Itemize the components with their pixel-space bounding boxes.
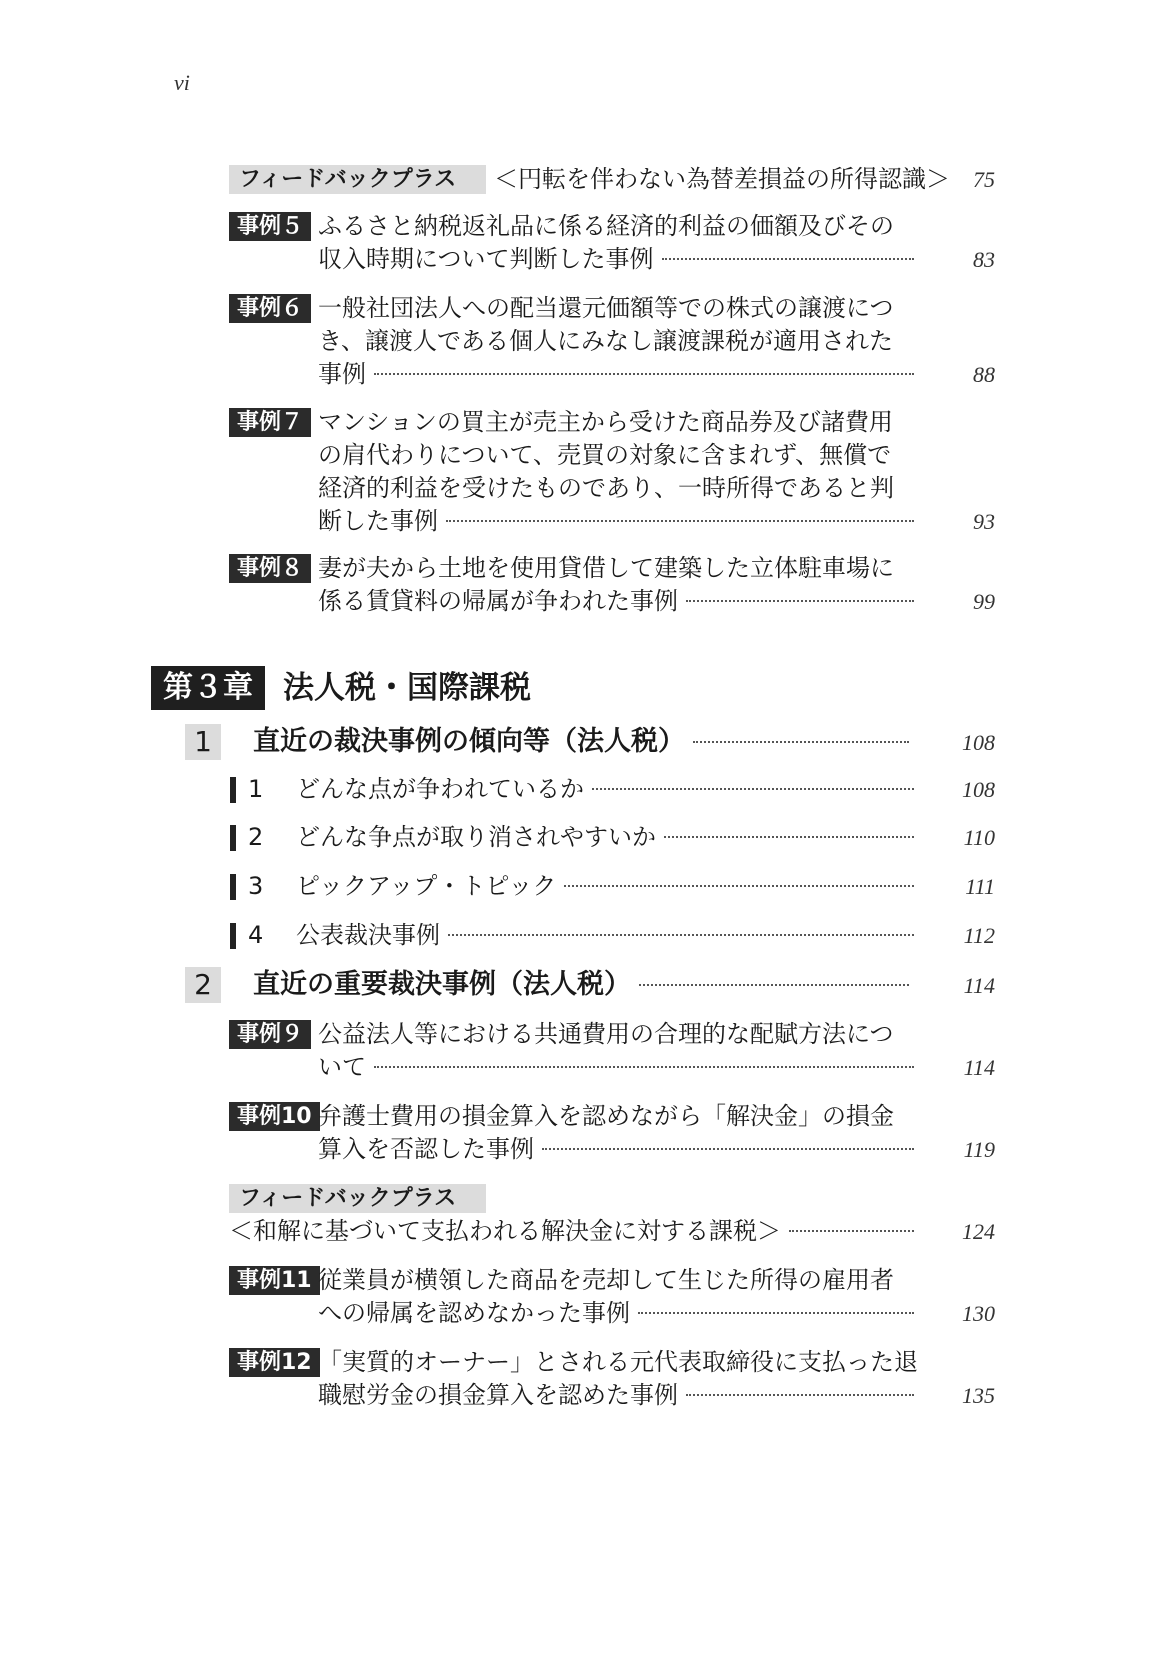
subsection-title: 公表裁決事例 xyxy=(296,921,440,949)
entry-title xyxy=(318,1346,920,1412)
case-label: 事例７ xyxy=(229,408,311,437)
subsection-item[interactable] xyxy=(0,919,1165,953)
entry-title-line xyxy=(318,1051,920,1084)
entry-title-text: 公益法人等における共通費用の合理的な配賦方法につ xyxy=(318,1020,894,1048)
subsection-item[interactable] xyxy=(0,870,1165,904)
entry-title-text: 係る賃貸料の帰属が争われた事例 xyxy=(318,587,678,615)
entry-title-text: 算入を否認した事例 xyxy=(318,1135,534,1163)
subsection-number: 1 xyxy=(248,775,264,803)
subsection-marker xyxy=(230,777,236,803)
entry-title xyxy=(229,1215,920,1248)
subsection-marker xyxy=(230,825,236,851)
page-number: 83 xyxy=(973,247,995,272)
subsection-number: 2 xyxy=(248,823,264,851)
chapter-title: 法人税・国際課税 xyxy=(283,670,531,706)
entry-title xyxy=(318,406,920,538)
entry-title xyxy=(318,1018,920,1084)
chapter-label: 第３章 xyxy=(151,666,265,710)
case-label: 事例８ xyxy=(229,554,311,583)
page-number: 114 xyxy=(963,973,995,998)
entry-title-text: 事例 xyxy=(318,360,366,388)
dot-leader xyxy=(374,373,914,375)
page-number: 112 xyxy=(963,923,995,948)
page-folio: vi xyxy=(174,70,190,95)
dot-leader xyxy=(686,600,914,602)
dot-leader xyxy=(638,1312,914,1314)
case-label: 事例12 xyxy=(229,1348,320,1377)
case-label: 事例11 xyxy=(229,1266,320,1295)
case-label: 事例６ xyxy=(229,294,311,323)
entry-title-text: ＜和解に基づいて支払われる解決金に対する課税＞ xyxy=(229,1217,781,1245)
entry-title-text: 「実質的オーナー」とされる元代表取締役に支払った退 xyxy=(318,1348,918,1376)
section-1[interactable] xyxy=(0,722,1165,762)
entry-title xyxy=(494,163,950,196)
feedback-plus-label: フィードバックプラス xyxy=(229,165,486,194)
entry-title xyxy=(318,552,920,618)
subsection-title-line xyxy=(296,821,920,854)
dot-leader xyxy=(693,741,909,743)
dot-leader xyxy=(686,1394,914,1396)
subsection-item[interactable] xyxy=(0,773,1165,807)
subsection-item[interactable] xyxy=(0,821,1165,855)
subsection-title: どんな点が争われているか xyxy=(296,775,584,803)
subsection-title-line xyxy=(296,773,920,806)
case-label: 事例９ xyxy=(229,1020,311,1049)
dot-leader xyxy=(789,1230,914,1232)
entry-title-text: 弁護士費用の損金算入を認めながら「解決金」の損金 xyxy=(318,1102,894,1130)
entry-title-line xyxy=(318,358,920,391)
entry-title-text: 断した事例 xyxy=(318,507,438,535)
entry-title xyxy=(318,292,920,391)
entry-title-line xyxy=(318,243,920,276)
entry-title-text: いて xyxy=(318,1053,366,1081)
entry-title-line xyxy=(318,585,920,618)
entry-title-text: 従業員が横領した商品を売却して生じた所得の雇用者 xyxy=(318,1266,894,1294)
page-number: 135 xyxy=(962,1383,995,1408)
page-number: 114 xyxy=(963,1055,995,1080)
subsection-number: 4 xyxy=(248,921,264,949)
subsection-marker xyxy=(230,874,236,900)
page-number: 110 xyxy=(963,825,995,850)
dot-leader xyxy=(592,788,914,790)
entry-title-text: 経済的利益を受けたものであり、一時所得であると判 xyxy=(318,474,894,502)
section-2[interactable] xyxy=(0,965,1165,1005)
subsection-marker xyxy=(230,923,236,949)
entry-title-text: 妻が夫から土地を使用貸借して建築した立体駐車場に xyxy=(318,554,894,582)
section-number: 2 xyxy=(185,967,221,1003)
page-number: 119 xyxy=(963,1137,995,1162)
dot-leader xyxy=(639,984,909,986)
subsection-title: どんな争点が取り消されやすいか xyxy=(296,823,656,851)
entry-title-line xyxy=(318,1379,920,1412)
dot-leader xyxy=(374,1066,914,1068)
entry-title-text: への帰属を認めなかった事例 xyxy=(318,1299,630,1327)
dot-leader xyxy=(542,1148,914,1150)
subsection-title-line xyxy=(296,870,920,903)
entry-title xyxy=(318,1100,920,1166)
entry-title-line xyxy=(318,1297,920,1330)
entry-title-text: 一般社団法人への配当還元価額等での株式の譲渡につ xyxy=(318,294,894,322)
page-number: 124 xyxy=(962,1219,995,1244)
feedback-plus-label: フィードバックプラス xyxy=(229,1184,486,1213)
entry-title-text: 職慰労金の損金算入を認めた事例 xyxy=(318,1381,678,1409)
page-number: 111 xyxy=(965,874,995,899)
dot-leader xyxy=(448,934,914,936)
entry-title-text: ふるさと納税返礼品に係る経済的利益の価額及びその xyxy=(318,212,894,240)
entry-title xyxy=(318,1264,920,1330)
dot-leader xyxy=(662,258,914,260)
dot-leader xyxy=(446,520,914,522)
case-label: 事例10 xyxy=(229,1102,320,1131)
section-title-line xyxy=(253,724,915,760)
subsection-number: 3 xyxy=(248,872,264,900)
page-number: 130 xyxy=(962,1301,995,1326)
dot-leader xyxy=(664,836,914,838)
section-title: 直近の重要裁決事例（法人税） xyxy=(253,969,631,1000)
page-number: 108 xyxy=(962,730,995,755)
section-number: 1 xyxy=(185,724,221,760)
entry-title-text: き、譲渡人である個人にみなし譲渡課税が適用された xyxy=(318,327,894,355)
section-title: 直近の裁決事例の傾向等（法人税） xyxy=(253,726,685,757)
page-number: 108 xyxy=(962,777,995,802)
entry-title-text: 収入時期について判断した事例 xyxy=(318,245,654,273)
entry-title xyxy=(318,210,920,276)
subsection-title-line xyxy=(296,919,920,952)
subsection-title: ピックアップ・トピック xyxy=(296,872,557,900)
section-title-line xyxy=(253,967,915,1003)
page-number: 99 xyxy=(973,589,995,614)
page-number: 75 xyxy=(973,167,995,192)
entry-title-line xyxy=(318,505,920,538)
entry-title-line xyxy=(229,1215,920,1248)
case-label: 事例５ xyxy=(229,212,311,241)
entry-title-line xyxy=(494,163,950,196)
entry-title-text: マンションの買主が売主から受けた商品券及び諸費用 xyxy=(318,408,893,436)
page-number: 93 xyxy=(973,509,995,534)
dot-leader xyxy=(564,885,914,887)
entry-title-text: の肩代わりについて、売買の対象に含まれず、無償で xyxy=(318,441,892,469)
entry-title-line xyxy=(318,1133,920,1166)
entry-title-text: ＜円転を伴わない為替差損益の所得認識＞ xyxy=(494,165,950,193)
page-number: 88 xyxy=(973,362,995,387)
